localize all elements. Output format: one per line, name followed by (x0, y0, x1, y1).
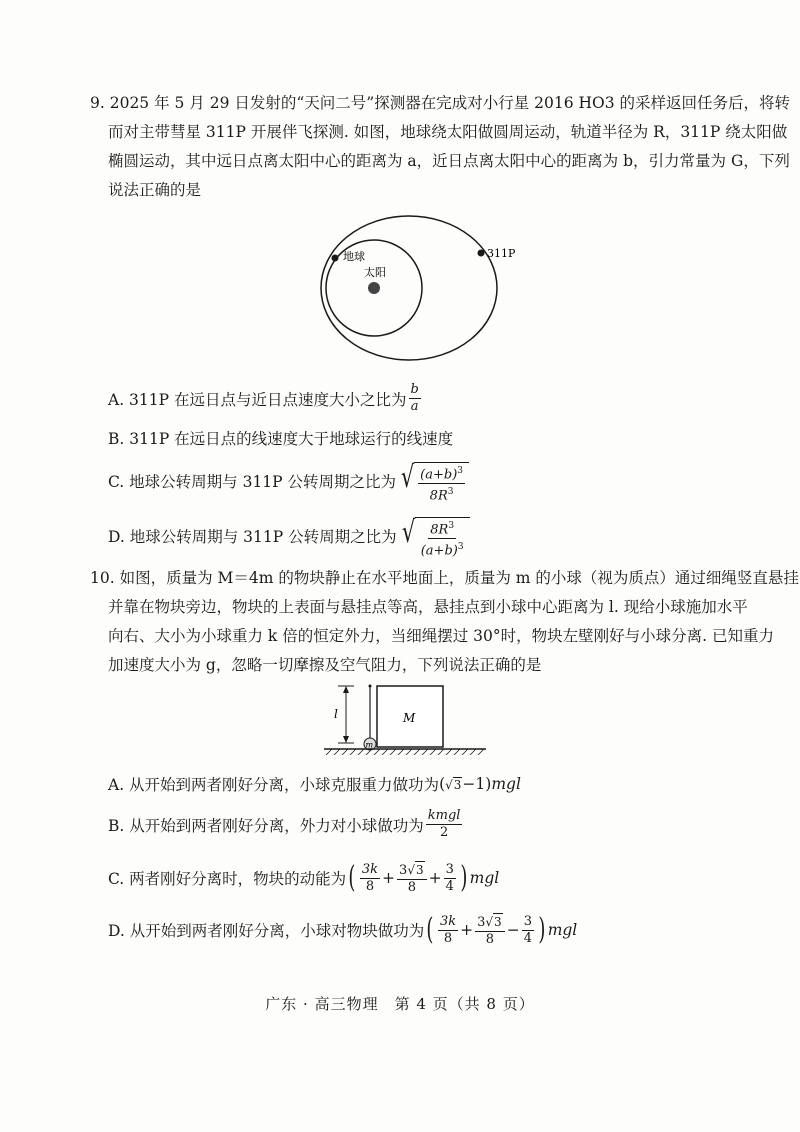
frac-numerator: 3k (361, 861, 379, 877)
q10-option-b[interactable] (108, 808, 464, 841)
fraction-3-over-4 (444, 862, 456, 895)
minus-sign: − (506, 921, 520, 939)
radicand: 3 (415, 862, 424, 877)
exponent: 3 (448, 521, 455, 531)
frac-numerator: 3 (523, 913, 532, 929)
frac-numerator: kmgl (427, 808, 461, 823)
q9-option-b-text: B. 311P 在远日点的线速度大于地球运行的线速度 (108, 430, 454, 448)
q10-line-1: 10. 如图，质量为 M＝4m 的物块静止在水平地面上，质量为 m 的小球（视为质点）通过细绳竖直悬挂 (90, 569, 799, 587)
exponent: 3 (457, 542, 464, 553)
comet-marker (478, 250, 485, 257)
q9-option-d-text: D. 地球公转周期与 311P 公转周期之比为 (108, 528, 397, 547)
q10-option-d-text: D. 从开始到两者刚好分离，小球对物块做功为 (108, 922, 425, 940)
fraction-3root3-over-8: 3√ 3 8 (397, 861, 427, 896)
ground-hatching (326, 749, 484, 755)
radicand: 3 (494, 914, 502, 929)
exponent: 3 (447, 487, 454, 498)
q9-option-b[interactable] (108, 427, 453, 449)
arrowhead-bottom (343, 736, 349, 743)
frac-denominator: 4 (523, 930, 532, 946)
sqrt-expression: √ $\frac{(a+b)^3}{8R^3}$ (398, 458, 469, 505)
frac-numerator: 3k (439, 913, 457, 929)
fraction-3-over-4 (522, 914, 534, 947)
radicand: 3 (453, 777, 462, 792)
frac-denominator: (a+b) (420, 543, 458, 559)
q10-option-a[interactable] (108, 773, 521, 795)
block-pendulum-diagram (320, 680, 490, 760)
page-footer: 广东 · 高三物理 第 4 页（共 8 页） (265, 995, 535, 1013)
frac-denominator: 8R (429, 488, 448, 504)
unit-mgl: mgl (491, 775, 521, 793)
fraction-3k-over-8 (360, 862, 380, 895)
frac-denominator: 8 (443, 930, 453, 946)
exponent: 3 (457, 466, 463, 476)
orbit-diagram (300, 212, 540, 372)
frac-numerator: 8R (430, 522, 449, 538)
q9-line-4: 说法正确的是 (108, 181, 202, 199)
fraction-kmgl-over-2 (426, 808, 463, 841)
question-10-stem (90, 564, 799, 680)
frac-denominator: 8 (485, 931, 495, 947)
frac-denominator: 4 (445, 878, 454, 894)
q9-option-a[interactable] (108, 382, 423, 415)
fraction-3k-over-8 (438, 914, 458, 947)
plus-sign: + (382, 869, 396, 887)
length-label: l (334, 707, 338, 721)
fraction-3root3-over-8: 3√ 3 8 (475, 913, 505, 948)
comet-label: 311P (487, 247, 516, 260)
q9-option-c-text: C. 地球公转周期与 311P 公转周期之比为 (108, 473, 397, 492)
earth-marker (332, 255, 339, 262)
plus-sign: + (428, 869, 442, 887)
earth-label: 地球 (343, 250, 365, 263)
q10-option-c[interactable]: C. 两者刚好分离时，物块的动能为 ( $\frac{3k}{8}$ + 3√ 3 8 + $\frac{3}{4}$ ) mgl (108, 860, 500, 895)
q9-option-a-text: A. 311P 在远日点与近日点速度大小之比为 (108, 390, 407, 409)
frac-numerator: b (410, 382, 419, 397)
q10-line-4: 加速度大小为 g，忽略一切摩擦及空气阻力，下列说法正确的是 (108, 656, 542, 674)
ball-label: m (365, 740, 374, 750)
frac-denominator: 8 (365, 878, 375, 894)
q9-line-3: 椭圆运动，其中远日点离太阳中心的距离为 a，近日点离太阳中心的距离为 b，引力常量为 G，下列 (108, 152, 790, 170)
q9-line-2: 而对主带彗星 311P 开展伴飞探测. 如图，地球绕太阳做圆周运动，轨道半径为 R，311P 绕太阳做 (108, 123, 788, 141)
arrowhead-top (343, 686, 349, 693)
unit-mgl: mgl (547, 921, 578, 939)
q10-option-a-text: A. 从开始到两者刚好分离，小球克服重力做功为 (108, 776, 440, 794)
q10-line-3: 向右、大小为小球重力 k 倍的恒定外力，当细绳摆过 30°时，物块左壁刚好与小球分离. 已知重力 (108, 627, 775, 645)
sqrt-3: √ 3 (445, 777, 462, 792)
paren-open: ( (439, 775, 446, 793)
frac-denominator: 2 (439, 825, 449, 840)
sqrt-expression: √ $\frac{8R^3}{(a+b)^3}$ (399, 513, 470, 560)
block-label: M (403, 711, 416, 725)
pendulum-pivot (369, 685, 372, 688)
question-9-stem (90, 89, 791, 205)
sun-label: 太阳 (364, 266, 386, 279)
frac-numerator: (a+b) (420, 467, 458, 483)
q10-option-b-text: B. 从开始到两者刚好分离，外力对小球做功为 (108, 816, 424, 835)
q9-option-c[interactable] (108, 458, 469, 505)
comet-orbit-ellipse (321, 216, 497, 360)
fraction-b-over-a (409, 382, 421, 415)
frac-denominator: 8 (407, 879, 416, 895)
q9-option-d[interactable] (108, 513, 470, 560)
q9-line-1: 9. 2025 年 5 月 29 日发射的“天问二号”探测器在完成对小行星 2016 HO3 的采样返回任务后，将转 (90, 94, 791, 112)
coefficient: 3 (477, 914, 486, 930)
q10-line-2: 并靠在物块旁边，物块的上表面与悬挂点等高，悬挂点到小球中心距离为 l. 现给小球施加水平 (108, 598, 748, 616)
coefficient: 3 (399, 862, 408, 878)
q10-option-c-text: C. 两者刚好分离时，物块的动能为 (108, 870, 347, 888)
frac-denominator: a (410, 399, 419, 414)
minus-one-paren-close: −1) (462, 775, 492, 793)
q10-option-d[interactable]: D. 从开始到两者刚好分离，小球对物块做功为 ( $\frac{3k}{8}$ + 3√ 3 8 − $\frac{3}{4}$ ) mgl (108, 912, 578, 947)
unit-mgl: mgl (469, 869, 500, 887)
frac-numerator: 3 (445, 861, 454, 877)
sun-marker (368, 282, 380, 294)
plus-sign: + (460, 921, 474, 939)
